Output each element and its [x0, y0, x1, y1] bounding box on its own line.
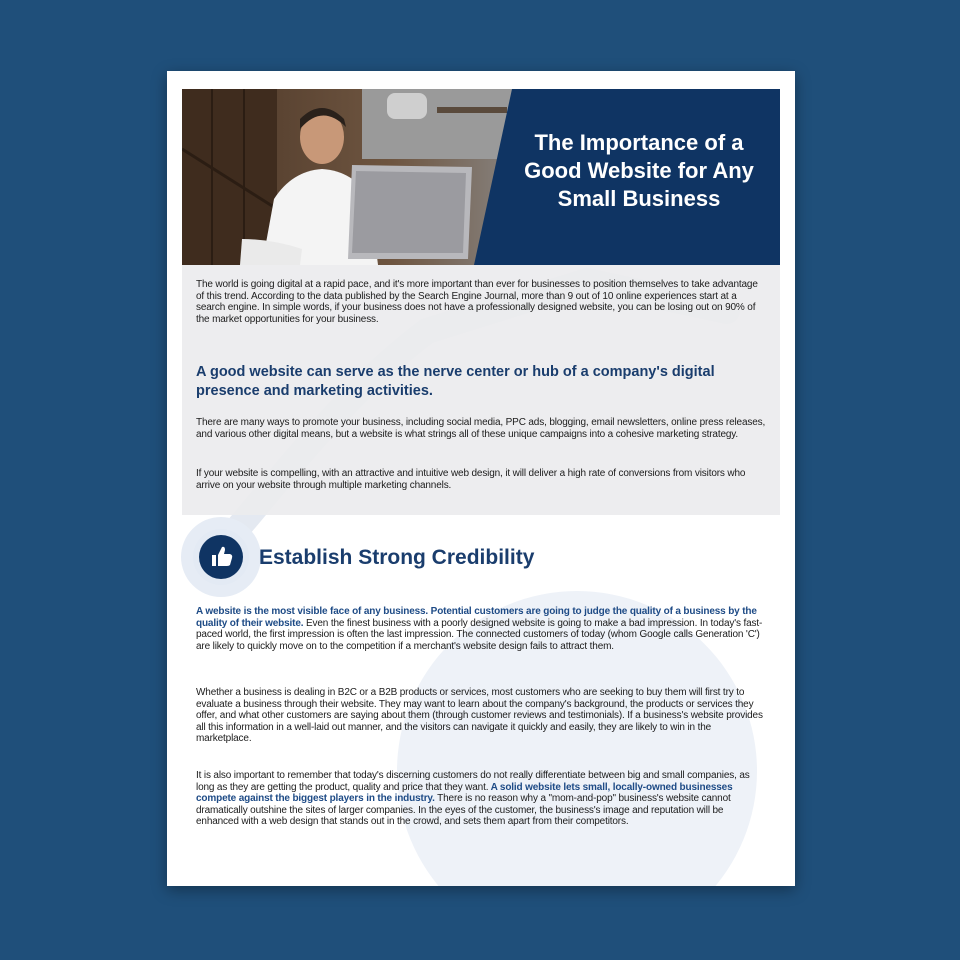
intro-paragraph-3: If your website is compelling, with an attractive and intuitive web design, it will deliver a high rate of conversions from visitors who arrive on your website through multiple marketing channels. [196, 468, 746, 491]
section-p3-text-start: It is also important to remember that today's discerning customers do not really differentiate between big and small companies, as long as they are getting the product, quality and price that they want. [196, 770, 750, 793]
callout-heading: A good website can serve as the nerve center or hub of a company's digital presence and marketing activities. [196, 364, 715, 399]
intro-paragraph: The world is going digital at a rapid pace, and it's more important than ever for businesses to position themselves to take advantage of this trend. According to the data published by the Search Engine Journal, more than 9 out of 10 online experiences start at a search engine. In simple words, if your business does not have a professionally designed website, you can be losing out on 90% of the market opportunities for your business. [196, 279, 758, 325]
document-page [167, 71, 795, 886]
section-paragraph-3 [196, 770, 768, 828]
hero-banner [182, 89, 780, 265]
section-paragraph-2: Whether a business is dealing in B2C or a B2B products or services, most customers who are seeking to buy them will first try to evaluate a business through their website. They may want to learn about the company's background, the products or services they offer, and what other customers are saying about them (through customer reviews and testimonials). If a business's website provides all this information in a well-laid out manner, and the visitors can navigate it quickly and easily, they are likely to win in the marketplace. [196, 687, 763, 745]
section-paragraph-1 [196, 606, 768, 652]
thumbs-up-icon [193, 529, 249, 585]
section-p3-highlight: A solid website lets small, locally-owned businesses compete against the biggest players in the industry. [196, 781, 733, 805]
intro-paragraph-2: There are many ways to promote your business, including social media, PPC ads, blogging, email newsletters, online press releases, and various other digital means, but a website is what strings all of these unique campaigns into a cohesive marketing strategy. [196, 417, 766, 440]
section-icon-badge [193, 529, 249, 585]
section-p1-highlight: A website is the most visible face of any business. Potential customers are going to judge the quality of a business by the quality of their website. [196, 606, 757, 629]
section-p3-text-end: There is no reason why a "mom-and-pop" business's website cannot dramatically outshine the sites of larger companies. In the eyes of the customer, the business's image and reputation will be enhanced with a web design that stands out in the crowd, and sets them apart from their competitors. [196, 793, 731, 828]
section-p1-text: Even the finest business with a poorly designed website is going to make a bad impression. In today's fast-paced world, the first impression is often the last impression. The connected customers of today (whom Google calls Generation 'C') are likely to quickly move on to the competition if a merchant's website design fails to attract them. [196, 617, 763, 652]
section-title: Establish Strong Credibility [259, 546, 535, 569]
document-title: The Importance of a Good Website for Any Small Business [524, 130, 754, 211]
